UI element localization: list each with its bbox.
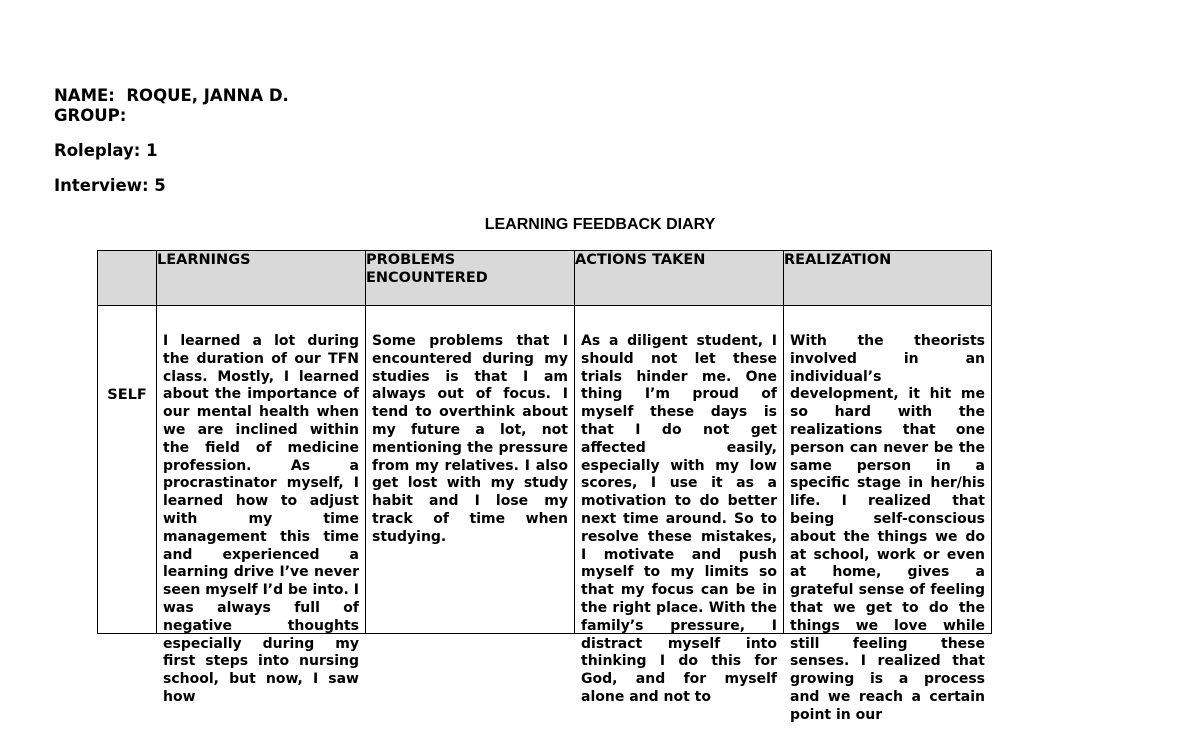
row-label-cell [98,306,157,634]
column-header-blank [98,251,157,306]
learnings-text: I learned a lot during the duration of our TFN class. Mostly, I learned about the importance of our mental health when we are inclined within the field of medicine profession. As a procrastinator myself, I learned how to adjust with my time management this time and experienced a learning drive I’ve never seen myself I’d be into. I was always full of negative thoughts especially during my first steps into nursing school, but now, I saw how [163,333,359,705]
problems-cell [366,306,575,634]
column-header-actions: ACTIONS TAKEN [575,251,784,306]
interview-number: Interview: 5 [54,176,166,195]
roleplay-number: Roleplay: 1 [54,141,158,160]
row-label-self: SELF [107,387,147,403]
column-header-realization: REALIZATION [784,251,992,306]
actions-cell [575,306,784,705]
feedback-diary-table [97,250,992,723]
learnings-cell [157,306,366,705]
table-row [98,306,992,634]
problems-text: Some problems that I encountered during my studies is that I am always out of focus. I tend to overthink about my future a lot, not mentioning the pressure from my relatives. I also get lost with my study habit and I lose my track of time when studying. [372,333,568,545]
group-label: GROUP: [54,106,127,125]
column-header-problems: PROBLEMS ENCOUNTERED [366,251,575,306]
student-name: NAME: ROQUE, JANNA D. [54,86,289,105]
table-header-row [98,251,992,306]
document-title: LEARNING FEEDBACK DIARY [484,216,716,233]
column-header-learnings: LEARNINGS [157,251,366,306]
actions-text: As a diligent student, I should not let these trials hinder me. One thing I’m proud of myself these days is that I do not get affected easily, especially with my low scores, I use it as a motivation to do better next time around. So to resolve these mistakes, I motivate and push myself to my limits so that my focus can be in the right place. With the family’s pressure, I distract myself into thinking I do this for God, and for myself alone and not to [581,333,777,705]
realization-cell [784,306,992,723]
realization-text: With the theorists involved in an individual’s development, it hit me so hard with the realizations that one person can never be the same person in a specific stage in her/his life. I realized that being self-conscious about the things we do at school, work or even at home, gives a grateful sense of feeling that we get to do the things we love while still feeling these senses. I realized that growing is a process and we reach a certain point in our [790,333,985,723]
